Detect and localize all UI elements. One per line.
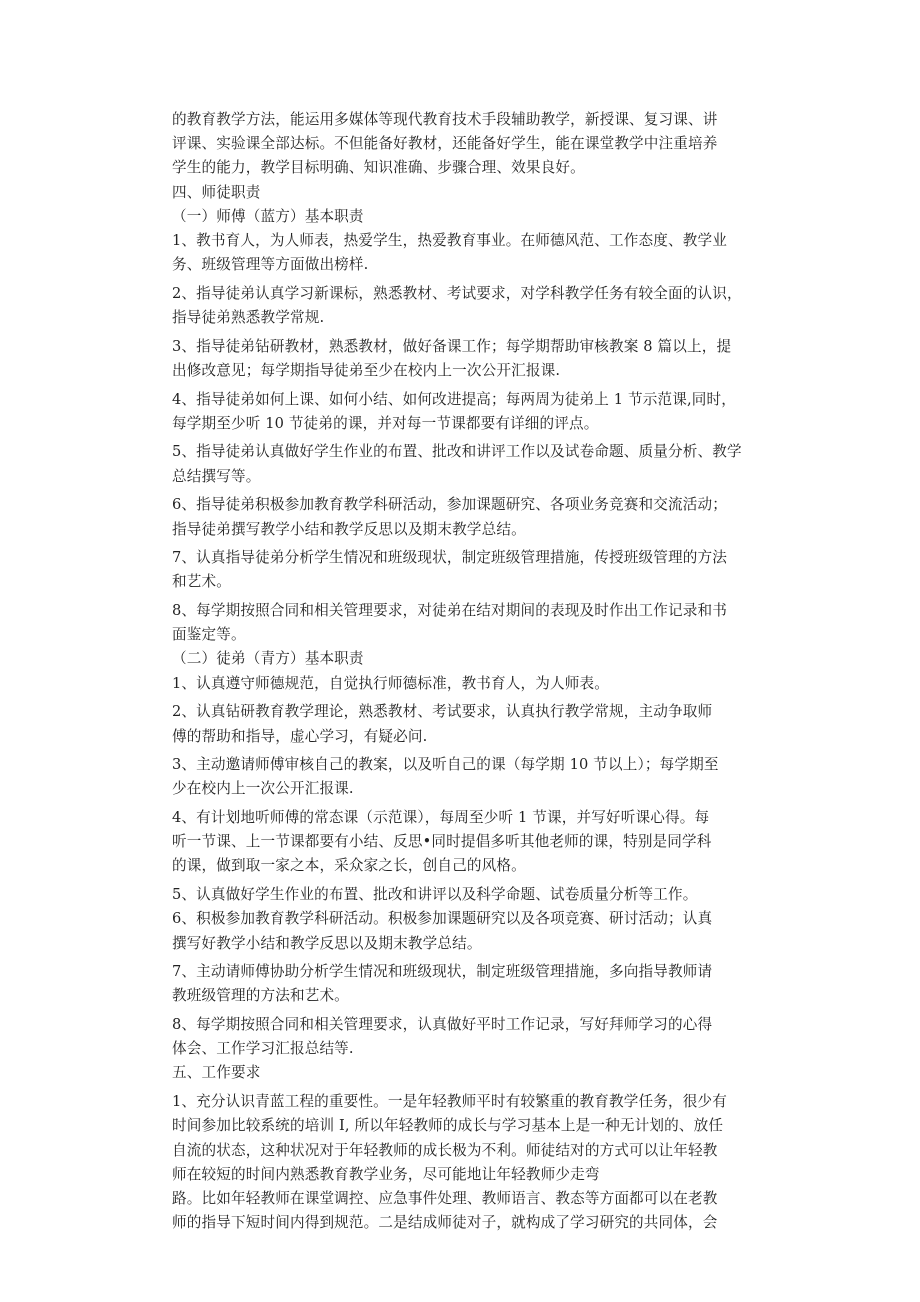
text-line: 和艺术。 [172, 573, 231, 591]
text-line: 评课、实验课全部达标。不但能备好教材，还能备好学生，能在课堂教学中注重培养 [172, 135, 718, 153]
text-line: 7、认真指导徒弟分析学生情况和班级现状，制定班级管理措施，传授班级管理的方法 [172, 549, 727, 567]
text-line: 出修改意见；每学期指导徒弟至少在校内上一次公开汇报课. [172, 361, 561, 379]
text-line: 2、认真钻研教育教学理论，熟悉教材、考试要求，认真执行教学常规，主动争取师 [172, 703, 713, 721]
subsection-heading: （一）师傅（蓝方）基本职责 [172, 207, 364, 225]
text-line: 体会、工作学习汇报总结等. [172, 1040, 354, 1058]
text-line: 8、每学期按照合同和相关管理要求，认真做好平时工作记录，写好拜师学习的心得 [172, 1016, 713, 1034]
text-line: 务、班级管理等方面做出榜样. [172, 256, 369, 274]
text-line: 3、主动邀请师傅审核自己的教案，以及听自己的课（每学期 10 节以上）；每学期至 [172, 756, 719, 774]
text-line: 路。比如年轻教师在课堂调控、应急事件处理、教师语言、教态等方面都可以在老教 [172, 1189, 718, 1207]
text-line: 自流的状态，这种状况对于年轻教师的成长极为不利。师徒结对的方式可以让年轻教 [172, 1141, 718, 1159]
text-line: 5、指导徒弟认真做好学生作业的布置、批改和讲评工作以及试卷命题、质量分析、教学 [172, 443, 742, 461]
text-line: 3、指导徒弟钻研教材，熟悉教材，做好备课工作；每学期帮助审核教案 8 篇以上，提 [172, 337, 732, 355]
text-line: 撰写好教学小结和教学反思以及期末教学总结。 [172, 934, 482, 952]
text-line: 8、每学期按照合同和相关管理要求，对徒弟在结对期间的表现及时作出工作记录和书 [172, 602, 727, 620]
section-heading: 四、师徒职责 [172, 183, 261, 201]
text-line: 2、指导徒弟认真学习新课标，熟悉教材、考试要求，对学科教学任务有较全面的认识， [172, 284, 742, 302]
text-line: 6、指导徒弟积极参加教育教学科研活动，参加课题研究、各项业务竞赛和交流活动； [172, 496, 727, 514]
text-line: 的课，做到取一家之本，采众家之长，创自己的风格。 [172, 857, 526, 875]
document-page [172, 108, 752, 1235]
text-line: 师在较短的时间内熟悉教育教学业务，尽可能地让年轻教师少走弯 [172, 1165, 600, 1183]
text-line: 总结撰写等。 [172, 467, 261, 485]
text-line: 1、教书育人，为人师表，热爱学生，热爱教育事业。在师德风范、工作态度、教学业 [172, 231, 727, 249]
section-heading: 五、工作要求 [172, 1064, 261, 1082]
text-line: 傅的帮助和指导，虚心学习，有疑必问. [172, 727, 428, 745]
text-line: 6、积极参加教育教学科研活动。积极参加课题研究以及各项竞赛、研讨活动；认真 [172, 910, 713, 928]
text-line: 1、充分认识青蓝工程的重要性。一是年轻教师平时有较繁重的教育教学任务，很少有 [172, 1093, 727, 1111]
text-line: 的教育教学方法，能运用多媒体等现代教育技术手段辅助教学，新授课、复习课、讲 [172, 111, 718, 128]
text-line: 师的指导下短时间内得到规范。二是结成师徒对子，就构成了学习研究的共同体，会 [172, 1214, 718, 1232]
text-line: 1、认真遵守师德规范，自觉执行师德标准，教书育人，为人师表。 [172, 674, 610, 692]
text-line: 7、主动请师傅协助分析学生情况和班级现状，制定班级管理措施，多向指导教师请 [172, 963, 713, 981]
text-line: 时间参加比较系统的培训 I, 所以年轻教师的成长与学习基本上是一种无计划的、放任 [172, 1117, 724, 1135]
text-line: 学生的能力，教学目标明确、知识准确、步骤合理、效果良好。 [172, 159, 585, 177]
text-line: 5、认真做好学生作业的布置、批改和讲评以及科学命题、试卷质量分析等工作。 [172, 886, 698, 904]
text-line: 4、指导徒弟如何上课、如何小结、如何改进提高；每两周为徒弟上 1 节示范课,同时， [172, 390, 737, 408]
text-line: 指导徒弟熟悉教学常规. [172, 309, 325, 326]
text-line: 每学期至少听 10 节徒弟的课，并对每一节课都要有详细的评点。 [172, 414, 599, 432]
text-line: 教班级管理的方法和艺术。 [172, 987, 349, 1005]
text-line: 4、有计划地听师傅的常态课（示范课），每周至少听 1 节课，并写好听课心得。每 [172, 809, 710, 827]
text-line: 少在校内上一次公开汇报课. [172, 780, 354, 798]
text-line: 面鉴定等。 [172, 626, 246, 644]
subsection-heading: （二）徒弟（青方）基本职责 [172, 650, 364, 668]
text-line: 指导徒弟撰写教学小结和教学反思以及期末教学总结。 [172, 520, 526, 538]
text-line: 听一节课、上一节课都要有小结、反思•同时提倡多听其他老师的课，特别是同学科 [172, 833, 712, 851]
